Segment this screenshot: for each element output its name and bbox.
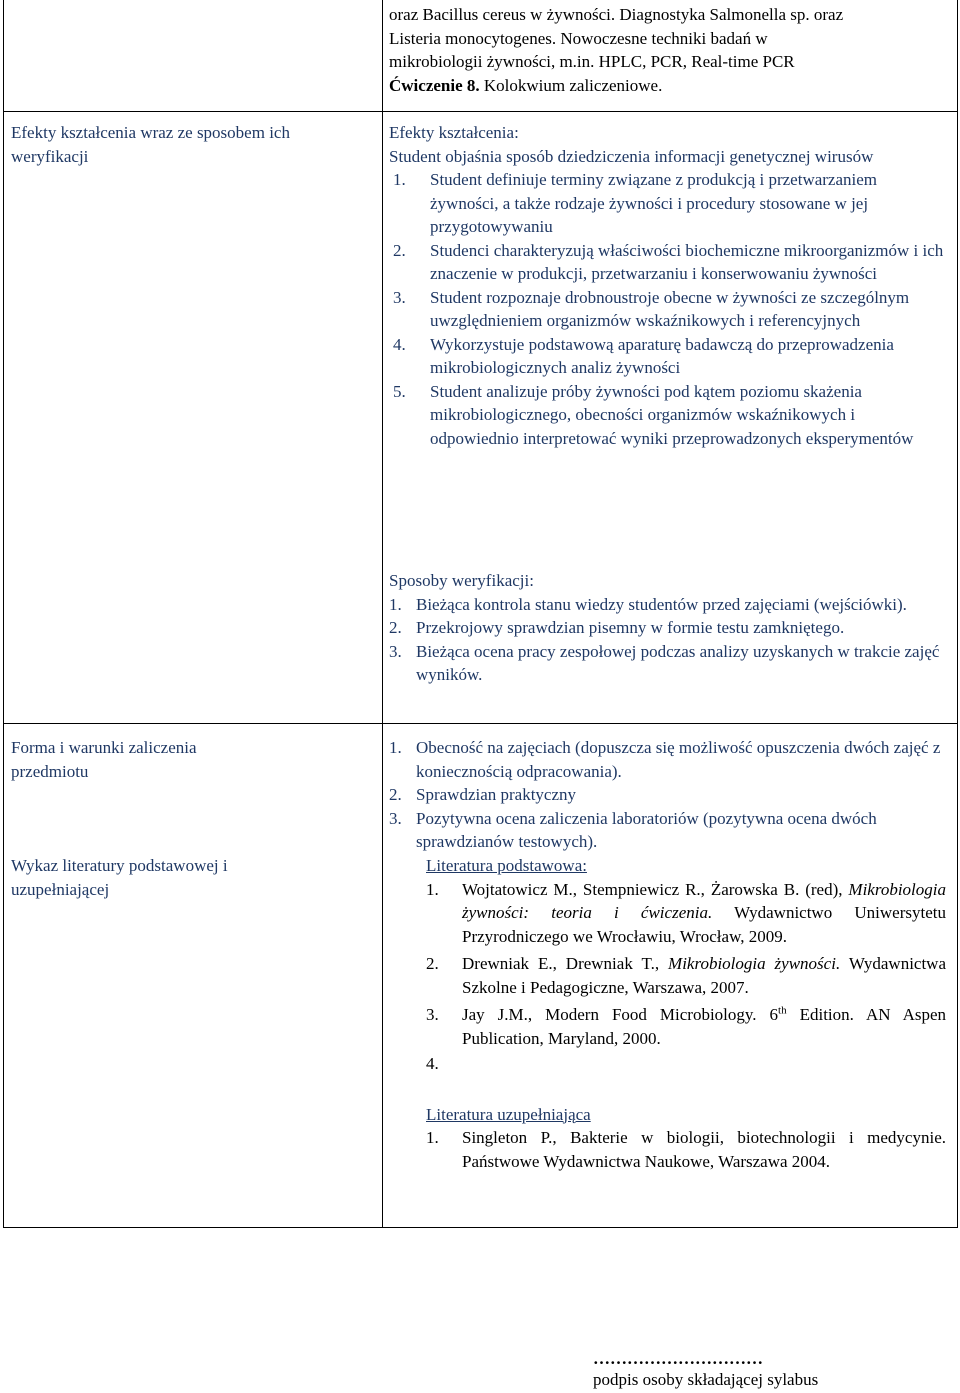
list-item: 5. Student analizuje próby żywności pod kątem poziomu skażenia mikrobiologicznego, obecności organizmów wskaźnikowych i odpowiednio interpretować wyniki przeprowadzonych eksperymentów (393, 381, 914, 448)
list-item: 3. Bieżąca ocena pracy zespołowej podczas analizy uzyskanych w trakcie zajęć wyników. (389, 641, 940, 684)
supplementary-literature-heading: Literatura uzupełniająca (426, 1104, 591, 1124)
effects-heading: Efekty kształcenia: (389, 123, 519, 142)
list-item: 2. Studenci charakteryzują właściwości biochemiczne mikroorganizmów i ich znaczenie w produkcji, przetwarzaniu i konserwowaniu żywności (393, 240, 944, 283)
row-divider-form (4, 723, 957, 724)
literature-item: 3. Jay J.M., Modern Food Microbiology. 6th Edition. AN Aspen Publication, Maryland, 2000. (426, 1004, 947, 1048)
literature-row-label: Wykaz literatury podstawowej i uzupełniającej (11, 856, 228, 899)
list-item: 1. Obecność na zajęciach (dopuszcza się możliwość opuszczenia dwóch zajęć z koniecznością odpracowania). (389, 738, 941, 781)
exercise-text: Kolokwium zaliczeniowe. (483, 75, 663, 95)
list-item: 4. Wykorzystuje podstawową aparaturę badawczą do przeprowadzenia mikrobiologicznych analiz żywności (393, 334, 894, 377)
exercise-8 (389, 74, 945, 98)
verification-heading: Sposoby weryfikacji: (389, 571, 534, 590)
list-item: 2. Sprawdzian praktyczny (389, 785, 577, 804)
literature-cell (426, 854, 946, 1173)
effects-cell (389, 121, 945, 450)
form-cell (389, 736, 945, 854)
list-item: 1. Bieżąca kontrola stanu wiedzy studentów przed zajęciami (wejściówki). (389, 594, 907, 614)
exercise-label: Ćwiczenie 8. (389, 75, 480, 95)
basic-literature-heading: Literatura podstawowa: (426, 856, 587, 875)
literature-item: 1. Wojtatowicz M., Stempniewicz R., Żarowska B. (red), Mikrobiologia żywności: teoria i ćwiczenia. Wydawnictwo Uniwersytetu Przyrodniczego we Wrocławiu, Wrocław, 2009. (426, 879, 947, 946)
content-line: Listeria monocytogenes. Nowoczesne techniki badań w (389, 28, 768, 48)
content-line: mikrobiologii żywności, m.in. HPLC, PCR, Real-time PCR (389, 52, 795, 71)
signature-label: podpis osoby składającej sylabus (593, 1370, 819, 1389)
list-item: 2. Przekrojowy sprawdzian pisemny w formie testu zamkniętego. (389, 618, 845, 637)
course-content-continuation (389, 3, 945, 97)
literature-item: 4. (426, 1054, 439, 1073)
literature-item: 2. Drewniak E., Drewniak T., Mikrobiologia żywności. Wydawnictwa Szkolne i Pedagogiczne, Warszawa, 2007. (426, 954, 947, 997)
row-divider-top (4, 111, 957, 112)
effects-intro: Student objaśnia sposób dziedziczenia informacji genetycznej wirusów (389, 146, 874, 166)
effects-list (389, 168, 945, 450)
signature-block (593, 1350, 853, 1391)
signature-line: ………………………… (593, 1349, 763, 1368)
list-item: 3. Student rozpoznaje drobnoustroje obecne w żywności ze szczególnym uwzględnieniem organizmów wskaźnikowych i referencyjnych (393, 287, 910, 330)
literature-item: 1. Singleton P., Bakterie w biologii, biotechnologii i medycynie. Państwowe Wydawnictwa Naukowe, Warszawa 2004. (426, 1128, 946, 1171)
list-item: 1. Student definiuje terminy związane z produkcją i przetwarzaniem żywności, a także rodzaje żywności i procedury stosowane w jej przygotowywaniu (393, 170, 878, 236)
column-divider (382, 0, 383, 1227)
effects-row-label: Efekty kształcenia wraz ze sposobem ich weryfikacji (11, 123, 290, 166)
form-row-label: Forma i warunki zaliczenia przedmiotu (11, 738, 197, 781)
verification-cell (389, 569, 945, 687)
list-item: 3. Pozytywna ocena zaliczenia laboratoriów (pozytywna ocena dwóch sprawdzianów testowych). (389, 808, 877, 851)
content-line: oraz Bacillus cereus w żywności. Diagnostyka Salmonella sp. oraz (389, 5, 844, 24)
